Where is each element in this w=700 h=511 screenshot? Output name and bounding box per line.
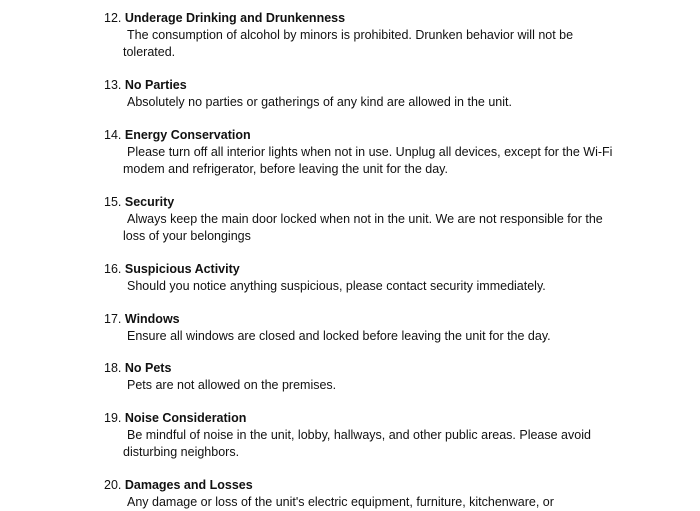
rule-item-16 xyxy=(104,261,664,295)
rule-body: Always keep the main door locked when not in the unit. We are not responsible for the loss of your belongings xyxy=(123,212,603,243)
rule-item-14 xyxy=(104,127,664,178)
rule-heading: No Pets xyxy=(124,361,172,375)
rule-body: The consumption of alcohol by minors is prohibited. Drunken behavior will not be tolerated. xyxy=(123,28,574,59)
rule-item-13 xyxy=(104,77,664,111)
rule-title xyxy=(104,127,664,144)
rule-title xyxy=(104,10,664,27)
rule-number: 16. xyxy=(104,262,122,276)
rule-title xyxy=(104,77,664,94)
rule-number: 20. xyxy=(104,478,122,492)
rule-title xyxy=(104,477,664,494)
rule-number: 15. xyxy=(104,195,122,209)
rule-item-17 xyxy=(104,311,664,345)
rule-title xyxy=(104,360,664,377)
rule-number: 12. xyxy=(104,11,122,25)
rule-heading: Windows xyxy=(124,312,180,326)
rule-item-12 xyxy=(104,10,664,61)
rule-title xyxy=(104,410,664,427)
rule-body: Any damage or loss of the unit's electric equipment, furniture, kitchenware, or xyxy=(127,495,554,509)
rule-title xyxy=(104,261,664,278)
rule-heading: Energy Conservation xyxy=(124,128,251,142)
rule-heading: Underage Drinking and Drunkenness xyxy=(124,11,346,25)
rule-heading: Security xyxy=(124,195,175,209)
rule-number: 17. xyxy=(104,312,122,326)
rule-heading: Damages and Losses xyxy=(124,478,253,492)
rule-item-15 xyxy=(104,194,664,245)
rule-number: 14. xyxy=(104,128,122,142)
rule-heading: No Parties xyxy=(124,78,187,92)
rule-item-20 xyxy=(104,477,664,511)
rule-heading: Noise Consideration xyxy=(124,411,247,425)
rule-body: Absolutely no parties or gatherings of any kind are allowed in the unit. xyxy=(127,95,512,109)
rule-title xyxy=(104,311,664,328)
rule-heading: Suspicious Activity xyxy=(124,262,240,276)
rule-item-18 xyxy=(104,360,664,394)
rule-item-19 xyxy=(104,410,664,461)
rule-number: 13. xyxy=(104,78,122,92)
rule-body: Should you notice anything suspicious, please contact security immediately. xyxy=(127,279,546,293)
rule-body: Please turn off all interior lights when not in use. Unplug all devices, except for the Wi-Fi modem and refrigerator, before leaving the unit for the day. xyxy=(123,145,613,176)
rule-body: Ensure all windows are closed and locked before leaving the unit for the day. xyxy=(127,329,551,343)
rule-number: 19. xyxy=(104,411,122,425)
rule-number: 18. xyxy=(104,361,122,375)
rule-body: Pets are not allowed on the premises. xyxy=(127,378,337,392)
rule-body: Be mindful of noise in the unit, lobby, hallways, and other public areas. Please avoid disturbing neighbors. xyxy=(123,428,591,459)
rule-title xyxy=(104,194,664,211)
